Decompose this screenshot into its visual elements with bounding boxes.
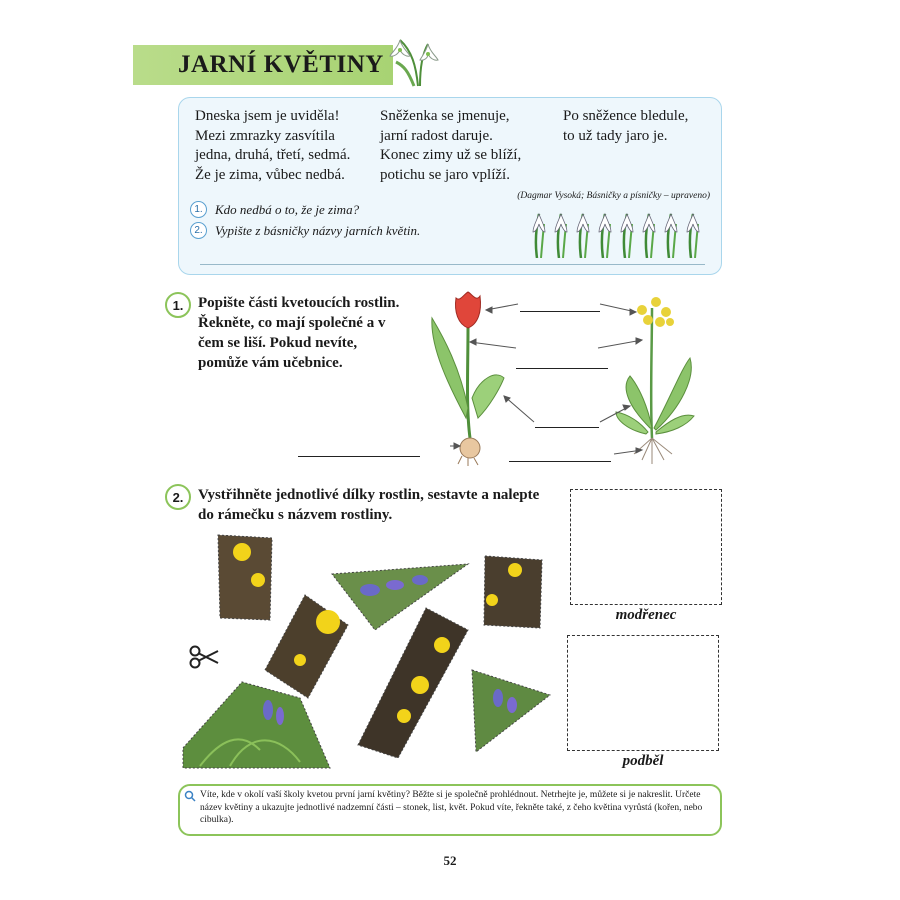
- magnifier-icon: [184, 790, 196, 802]
- poem-line: jedna, druhá, třetí, sedmá.: [195, 147, 351, 163]
- primrose-illustration: [616, 297, 694, 464]
- poem-line: to už tady jaro je.: [563, 127, 668, 144]
- tip-text: Víte, kde v okolí vaší školy kvetou první jarní květiny? Běžte si je společně prohlédnout. Netrhejte je, můžete si je nakreslit. Určete název květiny a ukazujte jednotlivé nadzemní části – stonek, list, květ. Pokud víte, řekněte také, z čeho květina vyrůstá (kořen, nebo cibulka).: [200, 790, 703, 826]
- paste-frame-2[interactable]: [567, 635, 719, 751]
- plants-illustration: [420, 288, 720, 468]
- poem-line: Sněženka se jmenuje,: [380, 108, 510, 124]
- answer-line[interactable]: [520, 311, 600, 312]
- answer-line[interactable]: [509, 461, 611, 462]
- poem-line: Že je zima, vůbec nedbá.: [195, 166, 345, 183]
- question-number: 2.: [190, 222, 207, 239]
- poem-question-1: [190, 201, 359, 218]
- poem-line: Konec zimy už se blíží,: [380, 147, 522, 163]
- poem-answer-line: [200, 264, 705, 265]
- task-1-text: Popište části kvetoucích rostlin. Řekněte, co mají společné a v čem se liší. Pokud nevíte, pomůže vám učebnice.: [198, 295, 400, 371]
- task-1-number: 1.: [165, 292, 191, 318]
- question-number: 1.: [190, 201, 207, 218]
- poem-question-2: [190, 222, 420, 239]
- coltsfoot-piece: [265, 595, 348, 698]
- poem-line: Dneska jsem je uviděla!: [195, 108, 340, 124]
- answer-line[interactable]: [298, 456, 420, 457]
- snowdrop-icon: [378, 26, 440, 88]
- paste-frame-1[interactable]: [570, 489, 722, 605]
- poem-line: potichu se jaro vplíží.: [380, 166, 510, 183]
- question-text: Kdo nedbá o to, že je zima?: [215, 201, 360, 217]
- answer-line[interactable]: [516, 368, 608, 369]
- question-text: Vypište z básničky názvy jarních květin.: [215, 222, 421, 238]
- poem-stanza-1: [195, 107, 350, 185]
- page-title: JARNÍ KVĚTINY: [178, 51, 384, 78]
- answer-line[interactable]: [535, 427, 599, 428]
- snowdrops-illustration: [527, 206, 709, 258]
- tulip-illustration: [432, 292, 504, 466]
- poem-line: Po sněžence bledule,: [563, 108, 689, 124]
- poem-source: (Dagmar Vysoká; Básničky a písničky – upraveno): [517, 191, 710, 201]
- cutout-pieces[interactable]: [180, 530, 560, 775]
- poem-stanza-2: [380, 107, 521, 185]
- poem-line: Mezi zmrazky zasvítila: [195, 127, 335, 144]
- task-2-number: 2.: [165, 484, 191, 510]
- poem-line: jarní radost daruje.: [380, 127, 493, 144]
- frame-label: modřenec: [615, 607, 677, 623]
- frame-label: podběl: [622, 753, 664, 769]
- poem-stanza-3: [563, 107, 688, 146]
- page-number: 52: [443, 853, 457, 868]
- task-2-text: Vystřihněte jednotlivé dílky rostlin, sestavte a nalepte do rámečku s názvem rostliny.: [198, 487, 540, 523]
